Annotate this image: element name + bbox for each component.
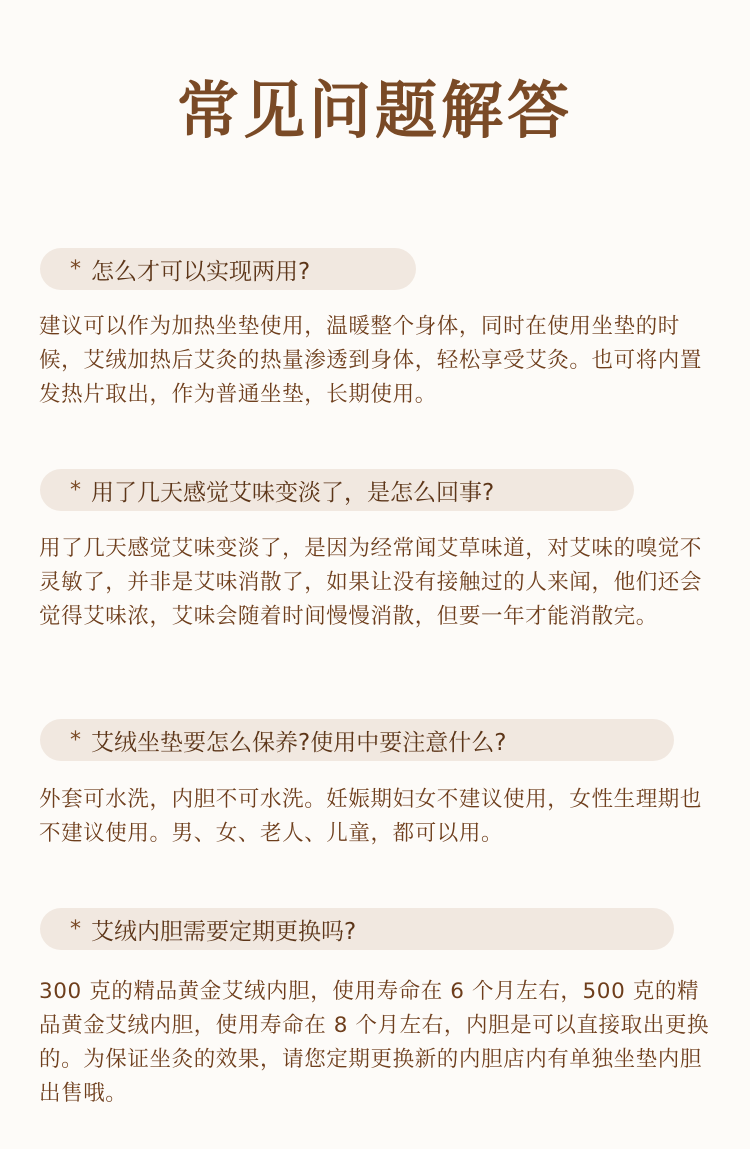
faq-answer-4: 300 克的精品黄金艾绒内胆，使用寿命在 6 个月左右，500 克的精品黄金艾绒内胆，使用寿命在 8 个月左右，内胆是可以直接取出更换的。为保证坐灸的效果，请您定期更换新的内胆店内有单独坐垫内胆出售哦。 — [39, 979, 710, 1106]
faq-question-text: 怎么才可以实现两用? — [91, 258, 311, 285]
asterisk-icon: * — [70, 727, 81, 753]
faq-question-text: 艾绒坐垫要怎么保养?使用中要注意什么? — [91, 729, 507, 756]
asterisk-icon: * — [70, 477, 81, 503]
asterisk-icon: * — [70, 256, 81, 282]
asterisk-icon: * — [70, 916, 81, 942]
faq-answer-2: 用了几天感觉艾味变淡了，是因为经常闻艾草味道，对艾味的嗅觉不灵敏了，并非是艾味消散了，如果让没有接触过的人来闻，他们还会觉得艾味浓，艾味会随着时间慢慢消散，但要一年才能消散完。 — [39, 536, 703, 629]
faq-answer-1: 建议可以作为加热坐垫使用，温暖整个身体，同时在使用坐垫的时候，艾绒加热后艾灸的热量渗透到身体，轻松享受艾灸。也可将内置发热片取出，作为普通坐垫，长期使用。 — [39, 314, 703, 407]
faq-question-3 — [40, 719, 674, 761]
faq-question-1 — [40, 248, 416, 290]
faq-question-2 — [40, 469, 634, 511]
faq-question-text: 艾绒内胆需要定期更换吗? — [91, 918, 357, 945]
faq-answer-3: 外套可水洗，内胆不可水洗。妊娠期妇女不建议使用，女性生理期也不建议使用。男、女、老人、儿童，都可以用。 — [39, 787, 703, 846]
faq-question-4 — [40, 908, 674, 950]
page-title: 常见问题解答 — [176, 74, 573, 147]
faq-question-text: 用了几天感觉艾味变淡了，是怎么回事? — [91, 479, 495, 506]
